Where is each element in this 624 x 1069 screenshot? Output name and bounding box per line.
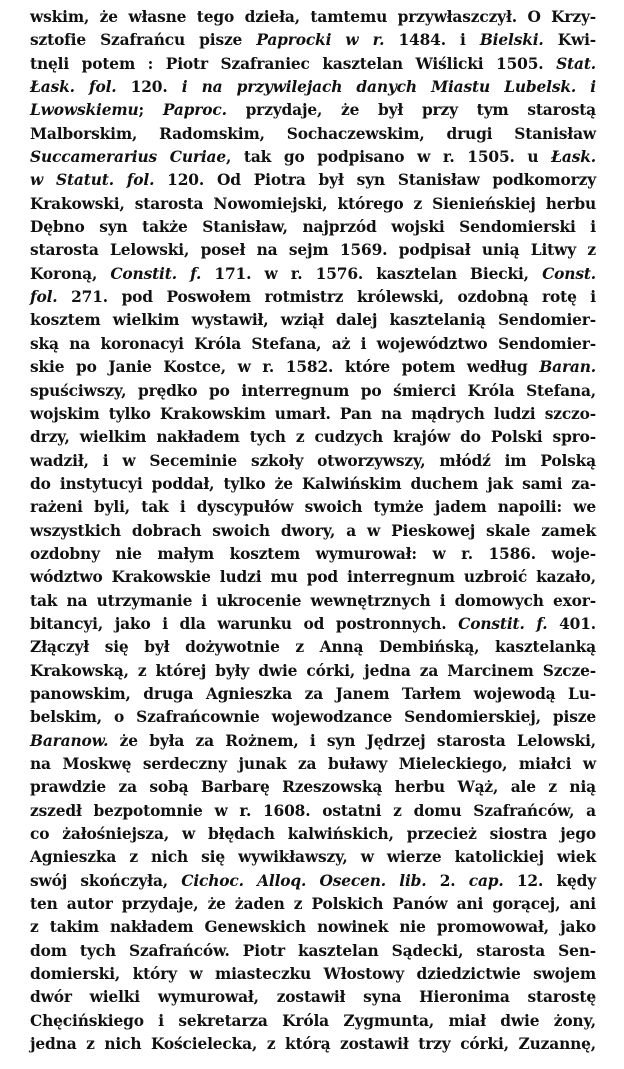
text-line bbox=[30, 730, 596, 753]
text-segment: panowskim, druga Agnieszka za Janem Tarłem wojewodą Lu- bbox=[30, 684, 596, 703]
italic-reference: Baranow. bbox=[30, 731, 109, 750]
text-segment: domierski, który w miasteczku Włostowy dziedzictwie swojem bbox=[30, 965, 596, 984]
text-segment: prawdzie za sobą Barbarę Rzeszowską herbu Wąż, ale z nią bbox=[30, 778, 596, 797]
text-segment: ozdobny nie małym kosztem wymurował: w r. 1586. woje- bbox=[30, 544, 596, 563]
text-segment: Kwi- bbox=[543, 31, 597, 50]
text-segment: starosta Lelowski, poseł na sejm 1569. podpisał unią Litwy z bbox=[30, 241, 596, 260]
italic-reference: w Statut. fol. bbox=[30, 171, 155, 190]
text-line bbox=[30, 986, 596, 1009]
text-segment: dwór wielki wymurował, zostawił syna Hieronima starostę bbox=[30, 988, 596, 1007]
text-segment: swój skończyła, bbox=[30, 871, 182, 890]
text-line bbox=[30, 660, 596, 683]
text-segment: 120. bbox=[116, 78, 182, 97]
text-line bbox=[30, 776, 596, 799]
text-segment: tnęli potem : Piotr Szafraniec kasztelan Wiślicki 1505. bbox=[30, 54, 557, 73]
text-segment: spuściwszy, prędko po interregnum po śmierci Króla Stefana, bbox=[30, 381, 596, 400]
text-line bbox=[30, 356, 596, 379]
text-line bbox=[30, 99, 596, 122]
text-line bbox=[30, 29, 596, 52]
italic-reference: Łask. bbox=[551, 148, 596, 167]
italic-reference: Paprocki w r. bbox=[256, 31, 385, 50]
text-line bbox=[30, 753, 596, 776]
text-segment: 2. bbox=[426, 871, 469, 890]
text-segment: rażeni byli, tak i dyscypułów swoich tymże jadem napoili: we bbox=[30, 498, 596, 517]
text-line bbox=[30, 426, 596, 449]
text-line bbox=[30, 286, 596, 309]
text-segment: wództwo Krakowskie ludzi mu pod interregnum uzbroić kazało, bbox=[30, 568, 596, 587]
text-line bbox=[30, 53, 596, 76]
italic-reference: Paproc. bbox=[162, 101, 227, 120]
text-segment: 120. Od Piotra był syn Stanisław podkomorzy bbox=[154, 171, 596, 190]
text-line bbox=[30, 613, 596, 636]
text-line bbox=[30, 309, 596, 332]
text-line bbox=[30, 520, 596, 543]
italic-reference: Cichoc. Alloq. Osecen. lib. bbox=[181, 871, 427, 890]
text-line bbox=[30, 800, 596, 823]
text-segment: wadził, i w Seceminie szkoły otworzywszy, młódź im Polską bbox=[30, 451, 596, 470]
italic-reference: Constit. f. bbox=[458, 614, 548, 633]
italic-reference: Stat. bbox=[556, 54, 596, 73]
text-segment: wszystkich dobrach swoich dwory, a w Pieskowej skale zamek bbox=[30, 521, 596, 540]
text-segment: ską na koronacyi Króla Stefana, aż i województwo Sendomier- bbox=[30, 334, 596, 353]
text-line bbox=[30, 333, 596, 356]
text-line bbox=[30, 566, 596, 589]
italic-reference: Baran. bbox=[539, 358, 596, 377]
text-segment: ; bbox=[138, 101, 163, 120]
text-line bbox=[30, 76, 596, 99]
text-segment: 401. bbox=[547, 614, 597, 633]
italic-reference: Łask. fol. bbox=[30, 78, 117, 97]
text-segment: Krakowską, z której były dwie córki, jedna za Marcinem Szcze- bbox=[30, 661, 596, 680]
text-line bbox=[30, 403, 596, 426]
text-segment: zszedł bezpotomnie w r. 1608. ostatni z domu Szafrańców, a bbox=[30, 801, 596, 820]
text-line bbox=[30, 380, 596, 403]
body-text bbox=[30, 6, 596, 1056]
text-line bbox=[30, 193, 596, 216]
italic-reference: i na przywilejach danych Miastu Lubelsk. i bbox=[181, 78, 596, 97]
text-line bbox=[30, 916, 596, 939]
text-line bbox=[30, 846, 596, 869]
text-line bbox=[30, 450, 596, 473]
italic-reference: Lwowskiemu bbox=[30, 101, 139, 120]
italic-reference: Bielski. bbox=[479, 31, 544, 50]
italic-reference: Const. bbox=[542, 264, 597, 283]
text-segment: że była za Rożnem, i syn Jędrzej starosta Lelowski, bbox=[108, 731, 596, 750]
italic-reference: Succamerarius Curiae bbox=[30, 148, 226, 167]
text-line bbox=[30, 636, 596, 659]
text-segment: 1484. i bbox=[384, 31, 480, 50]
text-line bbox=[30, 706, 596, 729]
text-segment: Agnieszka z nich się wywikławszy, w wierze katolickiej wiek bbox=[30, 848, 596, 867]
text-line bbox=[30, 823, 596, 846]
text-segment: bitancyi, jako i dla warunku od postronnych. bbox=[30, 614, 459, 633]
text-segment: Złączył się był dożywotnie z Anną Dembińską, kasztelanką bbox=[30, 638, 596, 657]
text-line bbox=[30, 683, 596, 706]
text-line bbox=[30, 123, 596, 146]
text-line bbox=[30, 940, 596, 963]
text-line bbox=[30, 496, 596, 519]
italic-reference: Constit. f. bbox=[110, 264, 202, 283]
text-segment: Dębno syn także Stanisław, najprzód wojski Sendomierski i bbox=[30, 218, 596, 237]
text-line bbox=[30, 543, 596, 566]
text-segment: Krakowski, starosta Nowomiejski, którego z Sienieńskiej herbu bbox=[30, 194, 596, 213]
text-line bbox=[30, 1010, 596, 1033]
text-segment: jedna z nich Kościelecka, z którą zostawił trzy córki, Zuzannę, bbox=[30, 1035, 597, 1054]
text-line bbox=[30, 239, 596, 262]
text-segment: ten autor przydaje, że żaden z Polskich Panów ani gorącej, ani bbox=[30, 895, 596, 914]
text-line bbox=[30, 473, 596, 496]
text-segment: tak na utrzymanie i ukrocenie wewnętrznych i domowych exor- bbox=[30, 591, 596, 610]
text-line bbox=[30, 146, 596, 169]
text-segment: dom tych Szafrańców. Piotr kasztelan Sądecki, starosta Sen- bbox=[30, 941, 596, 960]
text-segment: Koroną, bbox=[30, 264, 111, 283]
text-segment: drzy, wielkim nakładem tych z cudzych krajów do Polski spro- bbox=[30, 428, 596, 447]
text-segment: 171. w r. 1576. kasztelan Biecki, bbox=[201, 264, 543, 283]
text-line bbox=[30, 216, 596, 239]
text-segment: 12. kędy bbox=[503, 871, 597, 890]
text-segment: wskim, że własne tego dzieła, tamtemu przywłaszczył. O Krzy- bbox=[30, 8, 596, 26]
text-segment: 271. pod Poswołem rotmistrz królewski, ozdobną rotę i bbox=[57, 288, 596, 307]
italic-reference: fol. bbox=[30, 288, 58, 307]
text-segment: do instytucyi poddał, tylko że Kalwińskim duchem jak sami za- bbox=[30, 474, 596, 493]
text-line bbox=[30, 169, 596, 192]
text-line bbox=[30, 1033, 596, 1056]
text-segment: na Moskwę serdeczny junak za buławy Mieleckiego, miałci w bbox=[30, 755, 596, 773]
text-line bbox=[30, 870, 596, 893]
text-segment: z takim nakładem Genewskich nowinek nie promowował, jako bbox=[30, 918, 596, 937]
text-line bbox=[30, 263, 596, 286]
text-segment: Chęcińskiego i sekretarza Króla Zygmunta, miał dwie żony, bbox=[30, 1011, 596, 1030]
text-segment: sztofie Szafrańcu pisze bbox=[30, 31, 257, 50]
text-line bbox=[30, 963, 596, 986]
text-line bbox=[30, 893, 596, 916]
text-segment: Malborskim, Radomskim, Sochaczewskim, drugi Stanisław bbox=[30, 124, 596, 143]
text-segment: kosztem wielkim wystawił, wziął dalej kasztelanią Sendomier- bbox=[30, 311, 596, 330]
text-segment: przydaje, że był przy tym starostą bbox=[226, 101, 596, 120]
text-segment: belskim, o Szafrańcownie wojewodzance Sendomierskiej, pisze bbox=[30, 708, 596, 727]
text-line bbox=[30, 6, 596, 29]
text-segment: skie po Janie Kostce, w r. 1582. które potem według bbox=[30, 358, 540, 377]
text-segment: co żałośniejsza, w błędach kalwińskich, przecież siostra jego bbox=[30, 825, 596, 844]
text-segment: wojskim tylko Krakowskim umarł. Pan na mądrych ludzi szczo- bbox=[30, 404, 596, 423]
text-segment: , tak go podpisano w r. 1505. u bbox=[225, 148, 552, 167]
document-page bbox=[30, 6, 596, 1056]
italic-reference: cap. bbox=[468, 871, 504, 890]
text-line bbox=[30, 590, 596, 613]
